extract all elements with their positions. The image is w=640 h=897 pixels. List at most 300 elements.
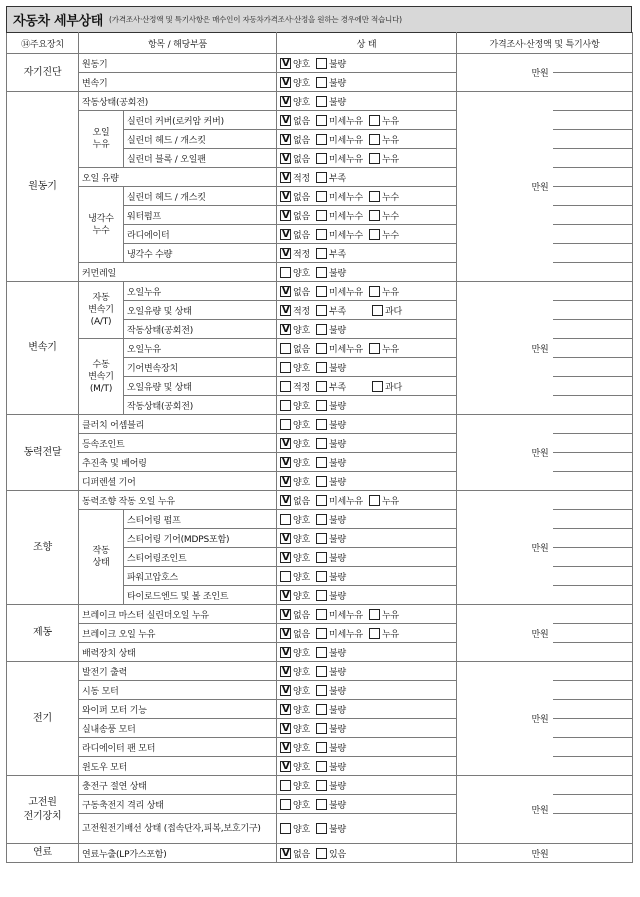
remark-cell[interactable] <box>553 529 633 548</box>
checkbox-icon[interactable] <box>316 58 327 69</box>
checkbox-icon[interactable] <box>280 400 291 411</box>
checked-box-icon[interactable] <box>280 324 291 335</box>
status-option[interactable] <box>280 418 310 431</box>
status-option[interactable] <box>280 456 310 469</box>
status-option[interactable] <box>369 152 399 165</box>
checkbox-icon[interactable] <box>369 495 380 506</box>
checkbox-icon[interactable] <box>316 495 327 506</box>
checkbox-icon[interactable] <box>316 514 327 525</box>
item-name: 타이로드엔드 및 볼 조인트 <box>124 586 277 605</box>
option-label: 양호 <box>293 800 310 811</box>
status-option[interactable] <box>316 342 363 355</box>
price-unit[interactable]: 만원 <box>457 605 553 662</box>
status-option[interactable] <box>316 57 346 70</box>
status-option[interactable] <box>316 494 363 507</box>
status-option[interactable] <box>280 627 310 640</box>
checkbox-icon[interactable] <box>316 552 327 563</box>
checkbox-icon[interactable] <box>369 134 380 145</box>
checkbox-icon[interactable] <box>280 571 291 582</box>
checkbox-icon[interactable] <box>316 362 327 373</box>
status-option[interactable] <box>316 513 346 526</box>
status-option[interactable] <box>316 741 346 754</box>
checkbox-icon[interactable] <box>280 799 291 810</box>
checked-box-icon[interactable] <box>280 286 291 297</box>
price-unit[interactable]: 만원 <box>457 282 553 415</box>
checked-box-icon[interactable] <box>280 685 291 696</box>
status-option[interactable] <box>372 304 402 317</box>
status-option[interactable] <box>280 399 310 412</box>
checkbox-icon[interactable] <box>316 134 327 145</box>
checked-box-icon[interactable] <box>280 476 291 487</box>
option-label: 불량 <box>329 363 346 374</box>
checkbox-icon[interactable] <box>280 381 291 392</box>
checkbox-icon[interactable] <box>316 823 327 834</box>
status-option[interactable] <box>280 741 310 754</box>
item-name: 클러치 어셈블리 <box>79 415 277 434</box>
option-label: 없음 <box>293 192 310 203</box>
checkbox-icon[interactable] <box>316 77 327 88</box>
checkbox-icon[interactable] <box>280 362 291 373</box>
checkbox-icon[interactable] <box>316 153 327 164</box>
checked-box-icon[interactable] <box>280 704 291 715</box>
checkbox-icon[interactable] <box>316 666 327 677</box>
item-name: 스티어링조인트 <box>124 548 277 567</box>
checked-box-icon[interactable] <box>280 115 291 126</box>
status-option[interactable] <box>316 418 346 431</box>
item-name: 오일유량 및 상태 <box>124 301 277 320</box>
checkbox-icon[interactable] <box>369 628 380 639</box>
checked-box-icon[interactable] <box>280 248 291 259</box>
checkbox-icon[interactable] <box>369 115 380 126</box>
status-cell <box>277 73 457 92</box>
checkbox-icon[interactable] <box>316 191 327 202</box>
status-option[interactable] <box>280 209 310 222</box>
price-unit[interactable]: 만원 <box>457 54 553 92</box>
checkbox-icon[interactable] <box>280 419 291 430</box>
remark-cell[interactable] <box>553 282 633 301</box>
item-name: 브레이크 마스터 실린더오일 누유 <box>79 605 277 624</box>
checked-box-icon[interactable] <box>280 666 291 677</box>
checkbox-icon[interactable] <box>316 400 327 411</box>
status-option[interactable] <box>280 323 310 336</box>
sub-group-name: 냉각수 누수 <box>79 187 124 263</box>
option-label: 양호 <box>293 825 310 835</box>
checkbox-icon[interactable] <box>316 571 327 582</box>
status-option[interactable] <box>316 133 363 146</box>
status-option[interactable] <box>372 380 402 393</box>
status-option[interactable] <box>316 847 346 860</box>
table-row <box>7 844 633 863</box>
option-label: 없음 <box>293 135 310 146</box>
option-label: 불량 <box>329 325 346 336</box>
remark-cell[interactable] <box>553 757 633 776</box>
status-option[interactable] <box>280 171 310 184</box>
status-option[interactable] <box>369 494 399 507</box>
status-option[interactable] <box>316 114 363 127</box>
checked-box-icon[interactable] <box>280 305 291 316</box>
status-option[interactable] <box>369 209 399 222</box>
checkbox-icon[interactable] <box>316 457 327 468</box>
checked-box-icon[interactable] <box>280 761 291 772</box>
status-option[interactable] <box>280 779 310 792</box>
status-option[interactable] <box>316 152 363 165</box>
remark-cell[interactable] <box>553 662 633 681</box>
price-unit[interactable]: 만원 <box>457 491 553 605</box>
status-option[interactable] <box>369 342 399 355</box>
checkbox-icon[interactable] <box>369 153 380 164</box>
price-unit[interactable]: 만원 <box>457 662 553 776</box>
status-option[interactable] <box>280 589 310 602</box>
status-cell <box>277 434 457 453</box>
status-option[interactable] <box>280 665 310 678</box>
remark-cell[interactable] <box>553 844 633 863</box>
status-option[interactable] <box>280 703 310 716</box>
remark-cell[interactable] <box>553 54 633 73</box>
checkbox-icon[interactable] <box>372 305 383 316</box>
checkbox-icon[interactable] <box>316 419 327 430</box>
status-option[interactable] <box>316 646 346 659</box>
status-option[interactable] <box>280 114 310 127</box>
checkbox-icon[interactable] <box>316 115 327 126</box>
checkbox-icon[interactable] <box>316 305 327 316</box>
checkbox-icon[interactable] <box>372 381 383 392</box>
checked-box-icon[interactable] <box>280 172 291 183</box>
checkbox-icon[interactable] <box>316 229 327 240</box>
price-unit[interactable]: 만원 <box>457 92 553 282</box>
status-cell <box>277 510 457 529</box>
remark-cell[interactable] <box>553 320 633 339</box>
checkbox-icon[interactable] <box>316 647 327 658</box>
remark-cell[interactable] <box>553 491 633 510</box>
status-option[interactable] <box>280 532 310 545</box>
status-option[interactable] <box>316 798 346 811</box>
option-label: 양호 <box>293 591 310 602</box>
remark-cell[interactable] <box>553 624 633 643</box>
option-label: 누수 <box>381 192 399 203</box>
checkbox-icon[interactable] <box>369 609 380 620</box>
checked-box-icon[interactable] <box>280 457 291 468</box>
checkbox-icon[interactable] <box>316 267 327 278</box>
status-option[interactable] <box>369 608 399 621</box>
checkbox-icon[interactable] <box>316 609 327 620</box>
status-option[interactable] <box>316 380 346 393</box>
checkbox-icon[interactable] <box>280 780 291 791</box>
status-option[interactable] <box>316 589 346 602</box>
status-option[interactable] <box>316 399 346 412</box>
remark-cell[interactable] <box>553 396 633 415</box>
status-option[interactable] <box>280 95 310 108</box>
status-cell <box>277 415 457 434</box>
option-label: 양호 <box>293 363 310 374</box>
remark-cell[interactable] <box>553 130 633 149</box>
checkbox-icon[interactable] <box>316 761 327 772</box>
checkbox-icon[interactable] <box>369 191 380 202</box>
checked-box-icon[interactable] <box>280 848 291 859</box>
remark-cell[interactable] <box>553 453 633 472</box>
remark-cell[interactable] <box>553 605 633 624</box>
status-option[interactable] <box>369 228 399 241</box>
option-label: 미세누유 <box>329 135 363 146</box>
status-option[interactable] <box>316 551 346 564</box>
checkbox-icon[interactable] <box>280 514 291 525</box>
option-label: 불량 <box>329 420 346 431</box>
remark-cell[interactable] <box>553 434 633 453</box>
checkbox-icon[interactable] <box>316 324 327 335</box>
option-label: 양호 <box>293 781 310 792</box>
status-option[interactable] <box>316 361 346 374</box>
status-cell <box>277 586 457 605</box>
checked-box-icon[interactable] <box>280 229 291 240</box>
checkbox-icon[interactable] <box>316 685 327 696</box>
remark-cell[interactable] <box>553 111 633 130</box>
status-option[interactable] <box>316 779 346 792</box>
status-option[interactable] <box>316 323 346 336</box>
status-option[interactable] <box>280 380 310 393</box>
checked-box-icon[interactable] <box>280 191 291 202</box>
option-label: 불량 <box>329 724 346 735</box>
checkbox-icon[interactable] <box>316 799 327 810</box>
checked-box-icon[interactable] <box>280 58 291 69</box>
status-option[interactable] <box>316 570 346 583</box>
status-option[interactable] <box>316 475 346 488</box>
option-label: 양호 <box>293 268 310 279</box>
status-option[interactable] <box>369 627 399 640</box>
status-option[interactable] <box>369 285 399 298</box>
checked-box-icon[interactable] <box>280 552 291 563</box>
table-row <box>7 92 633 111</box>
status-option[interactable] <box>280 247 310 260</box>
status-option[interactable] <box>280 57 310 70</box>
status-option[interactable] <box>280 822 310 835</box>
price-unit[interactable]: 만원 <box>457 844 553 863</box>
remark-cell[interactable] <box>553 206 633 225</box>
option-label: 양호 <box>293 477 310 488</box>
checked-box-icon[interactable] <box>280 742 291 753</box>
option-label: 양호 <box>293 325 310 336</box>
remark-cell[interactable] <box>553 187 633 206</box>
checkbox-icon[interactable] <box>316 780 327 791</box>
header-item: 항목 / 해당부품 <box>79 33 277 54</box>
status-option[interactable] <box>316 171 346 184</box>
status-option[interactable] <box>280 551 310 564</box>
status-option[interactable] <box>280 361 310 374</box>
item-name: 동력조향 작동 오일 누유 <box>79 491 277 510</box>
option-label: 없음 <box>293 849 310 860</box>
status-cell <box>277 339 457 358</box>
status-option[interactable] <box>280 798 310 811</box>
status-cell <box>277 529 457 548</box>
status-option[interactable] <box>280 342 310 355</box>
remark-cell[interactable] <box>553 263 633 282</box>
header-status: 상 태 <box>277 33 457 54</box>
status-cell <box>277 206 457 225</box>
checkbox-icon[interactable] <box>316 848 327 859</box>
status-option[interactable] <box>316 95 346 108</box>
status-option[interactable] <box>280 513 310 526</box>
checked-box-icon[interactable] <box>280 609 291 620</box>
checked-box-icon[interactable] <box>280 153 291 164</box>
checkbox-icon[interactable] <box>316 248 327 259</box>
status-option[interactable] <box>280 608 310 621</box>
checked-box-icon[interactable] <box>280 438 291 449</box>
status-option[interactable] <box>280 722 310 735</box>
status-option[interactable] <box>316 608 363 621</box>
checked-box-icon[interactable] <box>280 210 291 221</box>
status-option[interactable] <box>316 456 346 469</box>
remark-cell[interactable] <box>553 149 633 168</box>
option-label: 양호 <box>293 667 310 678</box>
item-name: 디퍼렌셜 기어 <box>79 472 277 491</box>
checkbox-icon[interactable] <box>316 96 327 107</box>
status-option[interactable] <box>280 475 310 488</box>
remark-cell[interactable] <box>553 814 633 844</box>
checkbox-icon[interactable] <box>316 172 327 183</box>
checkbox-icon[interactable] <box>280 823 291 834</box>
status-cell <box>277 681 457 700</box>
status-option[interactable] <box>280 133 310 146</box>
checkbox-icon[interactable] <box>316 438 327 449</box>
checkbox-icon[interactable] <box>280 343 291 354</box>
remark-cell[interactable] <box>553 377 633 396</box>
checked-box-icon[interactable] <box>280 533 291 544</box>
checkbox-icon[interactable] <box>280 267 291 278</box>
checkbox-icon[interactable] <box>369 210 380 221</box>
status-option[interactable] <box>316 627 363 640</box>
remark-cell[interactable] <box>553 700 633 719</box>
remark-cell[interactable] <box>553 776 633 795</box>
checkbox-icon[interactable] <box>316 286 327 297</box>
status-option[interactable] <box>280 285 310 298</box>
status-option[interactable] <box>280 228 310 241</box>
status-option[interactable] <box>280 494 310 507</box>
checkbox-icon[interactable] <box>369 343 380 354</box>
option-label: 불량 <box>329 743 346 754</box>
checkbox-icon[interactable] <box>316 343 327 354</box>
status-option[interactable] <box>280 760 310 773</box>
status-option[interactable] <box>280 684 310 697</box>
option-label: 누유 <box>381 287 399 298</box>
remark-cell[interactable] <box>553 567 633 586</box>
checked-box-icon[interactable] <box>280 77 291 88</box>
status-option[interactable] <box>316 722 346 735</box>
item-name: 냉각수 수량 <box>124 244 277 263</box>
checkbox-icon[interactable] <box>316 723 327 734</box>
option-label: 불량 <box>329 553 346 564</box>
status-option[interactable] <box>316 76 346 89</box>
status-option[interactable] <box>316 304 346 317</box>
status-option[interactable] <box>280 570 310 583</box>
checkbox-icon[interactable] <box>369 286 380 297</box>
checked-box-icon[interactable] <box>280 134 291 145</box>
status-option[interactable] <box>280 437 310 450</box>
status-option[interactable] <box>316 532 346 545</box>
remark-cell[interactable] <box>553 795 633 814</box>
checkbox-icon[interactable] <box>369 229 380 240</box>
remark-cell[interactable] <box>553 168 633 187</box>
item-name: 실린더 헤드 / 개스킷 <box>124 130 277 149</box>
checked-box-icon[interactable] <box>280 628 291 639</box>
checkbox-icon[interactable] <box>316 704 327 715</box>
item-name: 시동 모터 <box>79 681 277 700</box>
remark-cell[interactable] <box>553 548 633 567</box>
option-label: 누유 <box>381 344 399 355</box>
status-option[interactable] <box>316 665 346 678</box>
status-option[interactable] <box>280 646 310 659</box>
checkbox-icon[interactable] <box>316 533 327 544</box>
status-option[interactable] <box>316 684 346 697</box>
status-option[interactable] <box>316 209 363 222</box>
status-option[interactable] <box>280 266 310 279</box>
sub-group-name: 수동 변속기 (M/T) <box>79 339 124 415</box>
checkbox-icon[interactable] <box>316 381 327 392</box>
option-label: 양호 <box>293 572 310 583</box>
option-label: 미세누수 <box>329 211 363 222</box>
remark-cell[interactable] <box>553 719 633 738</box>
remark-cell[interactable] <box>553 472 633 491</box>
checked-box-icon[interactable] <box>280 96 291 107</box>
sub-group-name: 자동 변속기 (A/T) <box>79 282 124 339</box>
checkbox-icon[interactable] <box>316 476 327 487</box>
remark-cell[interactable] <box>553 738 633 757</box>
checked-box-icon[interactable] <box>280 495 291 506</box>
status-option[interactable] <box>280 190 310 203</box>
remark-cell[interactable] <box>553 225 633 244</box>
status-option[interactable] <box>369 114 399 127</box>
status-cell <box>277 301 457 320</box>
header-main-device: ⑭주요장치 <box>7 33 79 54</box>
checked-box-icon[interactable] <box>280 590 291 601</box>
status-option[interactable] <box>369 190 399 203</box>
checkbox-icon[interactable] <box>316 628 327 639</box>
status-option[interactable] <box>280 847 310 860</box>
remark-cell[interactable] <box>553 92 633 111</box>
remark-cell[interactable] <box>553 244 633 263</box>
checkbox-icon[interactable] <box>316 590 327 601</box>
remark-cell[interactable] <box>553 643 633 662</box>
remark-cell[interactable] <box>553 586 633 605</box>
status-option[interactable] <box>316 228 363 241</box>
checkbox-icon[interactable] <box>316 210 327 221</box>
status-option[interactable] <box>316 266 346 279</box>
checked-box-icon[interactable] <box>280 723 291 734</box>
remark-cell[interactable] <box>553 510 633 529</box>
item-name: 원동기 <box>79 54 277 73</box>
price-unit[interactable]: 만원 <box>457 776 553 844</box>
status-option[interactable] <box>316 760 346 773</box>
remark-cell[interactable] <box>553 339 633 358</box>
status-option[interactable] <box>316 247 346 260</box>
status-option[interactable] <box>316 285 363 298</box>
status-option[interactable] <box>280 152 310 165</box>
remark-cell[interactable] <box>553 73 633 92</box>
status-option[interactable] <box>280 76 310 89</box>
remark-cell[interactable] <box>553 301 633 320</box>
remark-cell[interactable] <box>553 681 633 700</box>
status-option[interactable] <box>369 133 399 146</box>
checkbox-icon[interactable] <box>316 742 327 753</box>
checked-box-icon[interactable] <box>280 647 291 658</box>
option-label: 미세누유 <box>329 287 363 298</box>
status-option[interactable] <box>316 822 346 835</box>
remark-cell[interactable] <box>553 358 633 377</box>
status-option[interactable] <box>316 703 346 716</box>
status-option[interactable] <box>316 437 346 450</box>
item-name: 오일누유 <box>124 282 277 301</box>
status-option[interactable] <box>316 190 363 203</box>
remark-cell[interactable] <box>553 415 633 434</box>
status-option[interactable] <box>280 304 310 317</box>
price-unit[interactable]: 만원 <box>457 415 553 491</box>
